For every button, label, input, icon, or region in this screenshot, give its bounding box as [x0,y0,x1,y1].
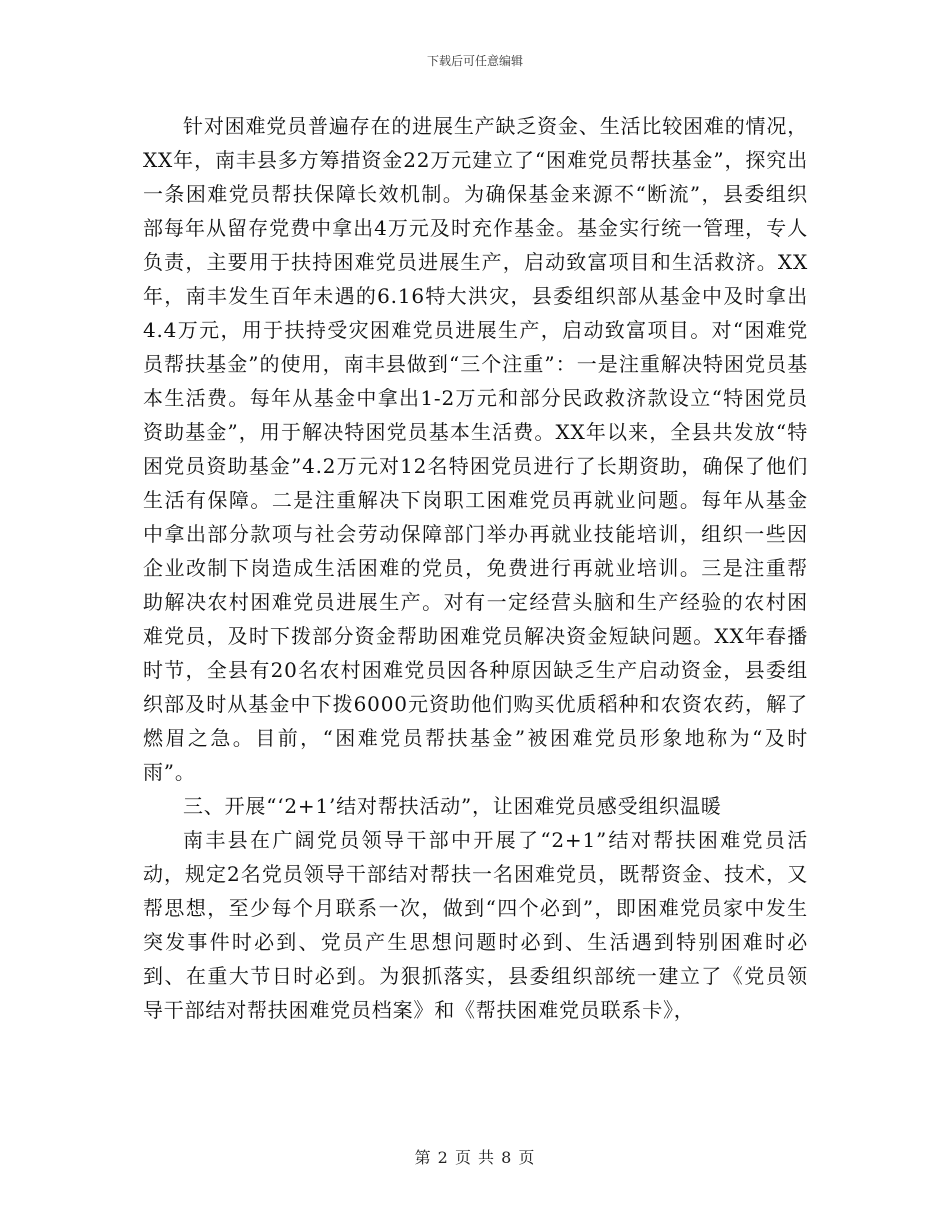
section-heading: 三、开展“‘2+1’结对帮扶活动”，让困难党员感受组织温暖 [183,794,722,818]
page-header: 下载后可任意编辑 [426,54,523,68]
page-number: 第 2 页 共 8 页 [414,1148,536,1167]
paragraph-fund: 针对困难党员普遍存在的进展生产缺乏资金、生活比较困难的情况，XX年，南丰县多方筹措资金22万元建立了“困难党员帮扶基金”，探究出一条困难党员帮扶保障长效机制。为确保基金来源不“断流”，县委组织部每年从留存党费中拿出4万元及时充作基金。基金实行统一管理，专人负责，主要用于扶持困难党员进展生产，启动致富项目和生活救济。XX年，南丰发生百年未遇的6.16特大洪灾，县委组织部从基金中及时拿出4.4万元，用于扶持受灾困难党员进展生产，启动致富项目。对“困难党员帮扶基金”的使用，南丰县做到“三个注重”：一是注重解决特困党员基本生活费。每年从基金中拿出1-2万元和部分民政救济款设立“特困党员资助基金”，用于解决特困党员基本生活费。XX年以来，全县共发放“特困党员资助基金”4.2万元对12名特困党员进行了长期资助，确保了他们生活有保障。二是注重解决下岗职工困难党员再就业问题。每年从基金中拿出部分款项与社会劳动保障部门举办再就业技能培训，组织一些因企业改制下岗造成生活困难的党员，免费进行再就业培训。三是注重帮助解决农村困难党员进展生产。对有一定经营头脑和生产经验的农村困难党员，及时下拨部分资金帮助困难党员解决资金短缺问题。XX年春播时节，全县有20名农村困难党员因各种原因缺乏生产启动资金，县委组织部及时从基金中下拨6000元资助他们购买优质稻种和农资农药，解了燃眉之急。目前，“困难党员帮扶基金”被困难党员形象地称为“及时雨”。 [143,114,808,784]
paragraph-pairing: 南丰县在广阔党员领导干部中开展了“2+1”结对帮扶困难党员活动，规定2名党员领导干部结对帮扶一名困难党员，既帮资金、技术，又帮思想，至少每个月联系一次，做到“四个必到”，即困难党员家中发生突发事件时必到、党员产生思想问题时必到、生活遇到特别困难时必到、在重大节日时必到。为狠抓落实，县委组织部统一建立了《党员领导干部结对帮扶困难党员档案》和《帮扶困难党员联系卡》， [143,828,808,1022]
document-body [143,109,808,1027]
